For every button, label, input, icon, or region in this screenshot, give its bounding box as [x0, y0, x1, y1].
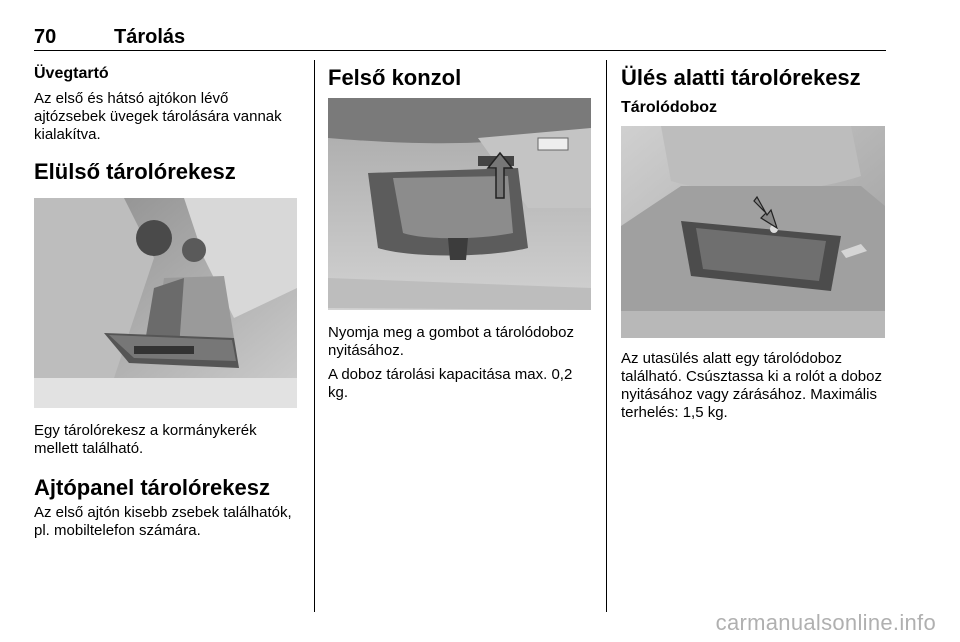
text-glass-holder: Az első és hátsó ajtókon lévő ajtózsebek üvegek tárolására vannak kialakítva.	[34, 90, 282, 143]
heading-front-storage: Elülső tárolórekesz	[34, 159, 236, 184]
heading-storage-box: Tárolódoboz	[621, 99, 717, 116]
page-header	[34, 26, 886, 51]
text-overhead-console-2: A doboz tárolási kapacitása max. 0,2 kg.	[328, 366, 573, 401]
heading-overhead-console: Felső konzol	[328, 65, 462, 90]
column-divider-right	[606, 60, 607, 612]
heading-door-storage: Ajtópanel tárolórekesz	[34, 475, 270, 500]
text-door-storage: Az első ajtón kisebb zsebek találhatók, pl. mobiltelefon számára.	[34, 504, 292, 539]
front-storage-illustration	[34, 198, 297, 408]
column-right	[621, 64, 887, 422]
underseat-storage-illustration	[621, 126, 885, 338]
text-overhead-console-1: Nyomja meg a gombot a tárolódoboz nyitásához.	[328, 324, 574, 359]
column-middle	[328, 64, 593, 402]
overhead-console-illustration	[328, 98, 591, 310]
heading-underseat-storage: Ülés alatti tárolórekesz	[621, 65, 861, 90]
column-divider-left	[314, 60, 315, 612]
text-underseat-storage: Az utasülés alatt egy tárolódoboz található. Csúsztassa ki a rolót a doboz nyitásához vagy zárásához. Maximális terhelés: 1,5 kg.	[621, 350, 882, 421]
chapter-title: Tárolás	[114, 26, 186, 48]
column-left	[34, 64, 300, 540]
heading-glass-holder: Üvegtartó	[34, 65, 109, 82]
watermark: carmanualsonline.info	[715, 610, 936, 635]
page-number: 70	[34, 26, 57, 48]
text-front-storage: Egy tárolórekesz a kormánykerék mellett található.	[34, 422, 257, 457]
